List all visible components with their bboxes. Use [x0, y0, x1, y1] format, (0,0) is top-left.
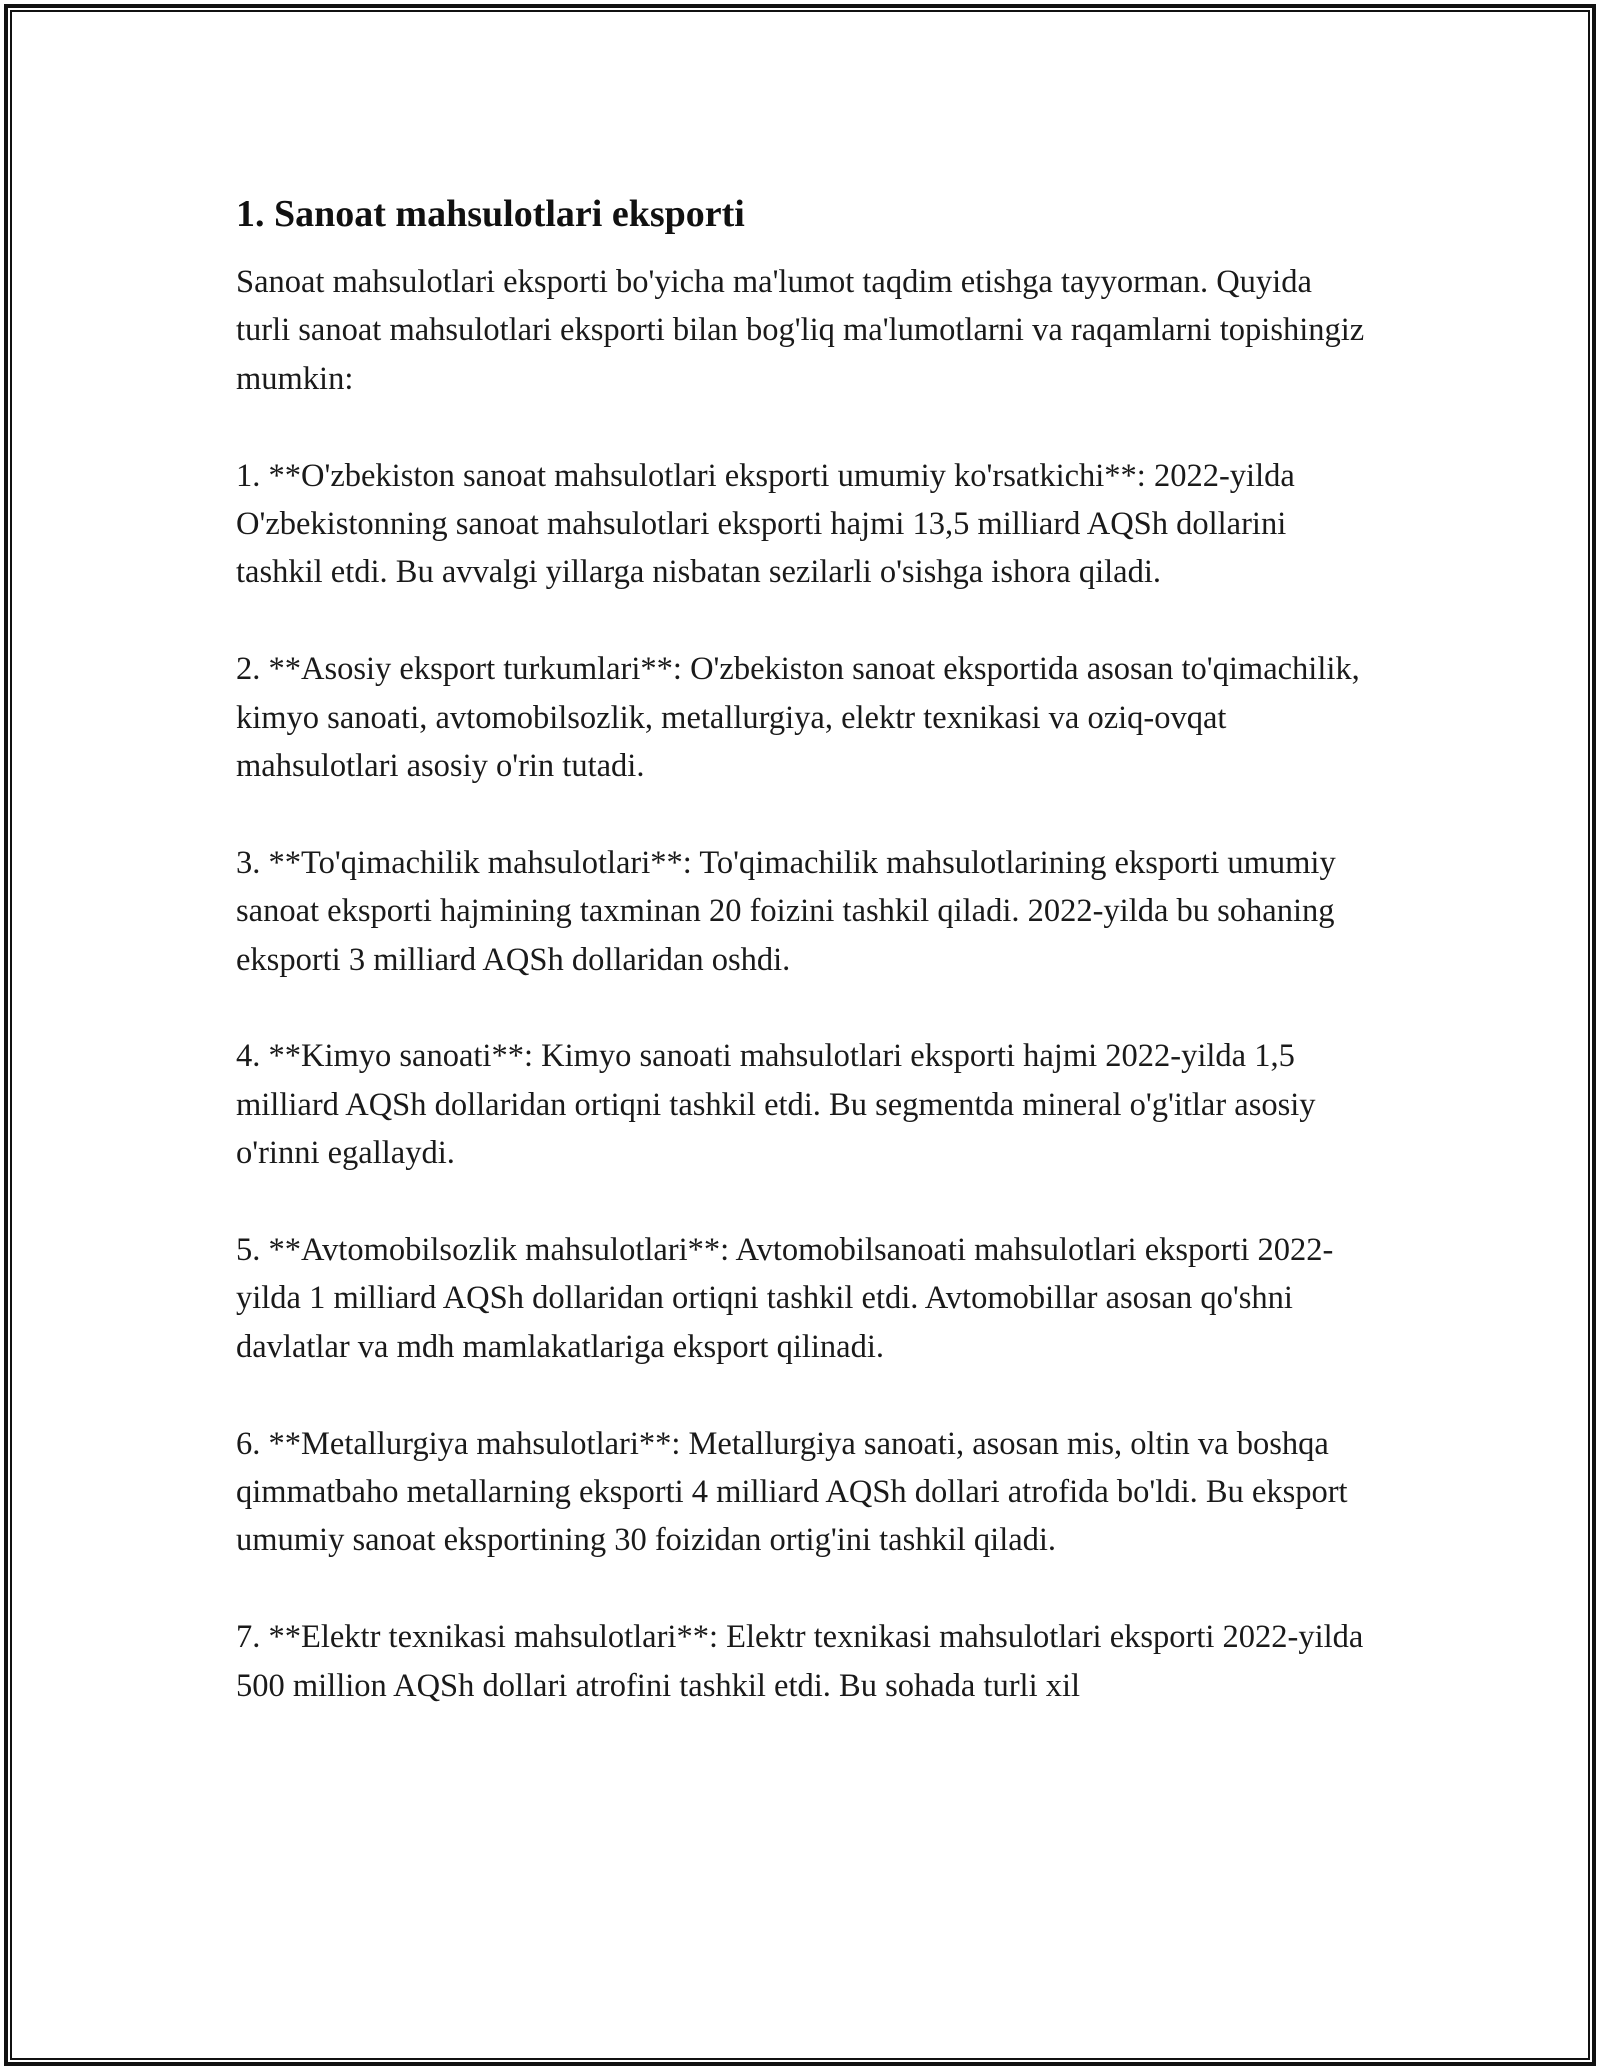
- list-item-5: 5. **Avtomobilsozlik mahsulotlari**: Avtomobilsanoati mahsulotlari eksporti 2022-yilda 1 milliard AQSh dollaridan ortiqni tashkil etdi. Avtomobillar asosan qo'shni davlatlar va mdh mamlakatlariga eksport qilinadi.: [236, 1232, 1334, 1365]
- list-item-7: 7. **Elektr texnikasi mahsulotlari**: Elektr texnikasi mahsulotlari eksporti 2022-yilda 500 million AQSh dollari atrofini tashkil etdi. Bu sohada turli xil: [236, 1619, 1364, 1704]
- section-heading: 1. Sanoat mahsulotlari eksporti: [236, 193, 745, 235]
- list-item-3: 3. **To'qimachilik mahsulotlari**: To'qimachilik mahsulotlarining eksporti umumiy sanoat eksporti hajmining taxminan 20 foizini tashkil qiladi. 2022-yilda bu sohaning eksporti 3 milliard AQSh dollaridan oshdi.: [236, 844, 1336, 978]
- list-item-6: 6. **Metallurgiya mahsulotlari**: Metallurgiya sanoati, asosan mis, oltin va boshqa qimmatbaho metallarning eksporti 4 milliard AQSh dollari atrofida bo'ldi. Bu eksport umumiy sanoat eksportining 30 foizidan ortig'ini tashkil qiladi.: [236, 1425, 1348, 1559]
- document-page: [236, 186, 1366, 1710]
- list-item-4: 4. **Kimyo sanoati**: Kimyo sanoati mahsulotlari eksporti hajmi 2022-yilda 1,5 milliard AQSh dollaridan ortiqni tashkil etdi. Bu segmentda mineral o'g'itlar asosiy o'rinni egallaydi.: [236, 1038, 1316, 1172]
- intro-paragraph: Sanoat mahsulotlari eksporti bo'yicha ma'lumot taqdim etishga tayyorman. Quyida turli sanoat mahsulotlari eksporti bilan bog'liq ma'lumotlarni va raqamlarni topishingiz mumkin:: [236, 264, 1365, 397]
- list-item-2: 2. **Asosiy eksport turkumlari**: O'zbekiston sanoat eksportida asosan to'qimachilik, kimyo sanoati, avtomobilsozlik, metallurgiya, elektr texnikasi va oziq-ovqat mahsulotlari asosiy o'rin tutadi.: [236, 651, 1360, 785]
- list-item-1: 1. **O'zbekiston sanoat mahsulotlari eksporti umumiy ko'rsatkichi**: 2022-yilda O'zbekistonning sanoat mahsulotlari eksporti hajmi 13,5 milliard AQSh dollarini tashkil etdi. Bu avvalgi yillarga nisbatan sezilarli o'sishga ishora qiladi.: [236, 457, 1295, 591]
